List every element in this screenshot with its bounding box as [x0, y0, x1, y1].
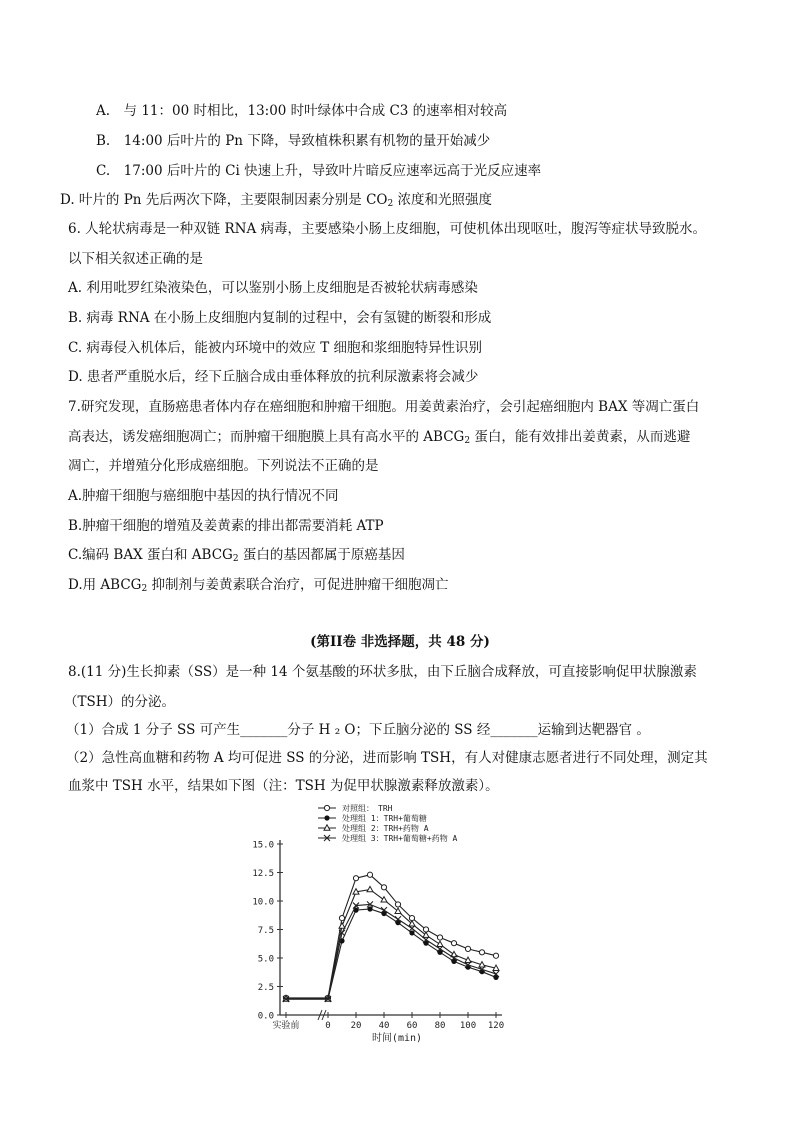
q6-option-a: A. 利用吡罗红染液染色，可以鉴别小肠上皮细胞是否被轮状病毒感染	[68, 280, 478, 296]
data-point	[493, 953, 498, 958]
x-tick-label: 80	[434, 1021, 446, 1031]
q5-option-c: C. 17:00 后叶片的 Ci 快速上升，导致叶片暗反应速率远高于光反应速率	[96, 163, 542, 179]
x-tick-label: 40	[378, 1021, 390, 1031]
q8-subquestion-1: （1）合成 1 分子 SS 可产生_______分子 H ₂ O；下丘脑分泌的 SS 经_______运输到达靶器官 。	[66, 722, 650, 738]
data-point	[381, 897, 387, 902]
q6-option-b: B. 病毒 RNA 在小肠上皮细胞内复制的过程中，会有氢键的断裂和形成	[68, 310, 492, 326]
q5-option-d	[60, 190, 492, 214]
x-tick-label: 100	[459, 1021, 477, 1031]
q7-stem-subscript: 2	[464, 436, 471, 446]
y-tick-label: 7.5	[257, 926, 274, 936]
legend-label: 处理组 1：TRH+葡萄糖	[342, 814, 427, 823]
data-point	[367, 906, 372, 911]
q5-option-b: B. 14:00 后叶片的 Pn 下降，导致植株积累有机物的量开始减少	[96, 133, 491, 149]
q6-option-d: D. 患者严重脱水后，经下丘脑合成由垂体释放的抗利尿激素将会减少	[68, 369, 479, 385]
section-title: (第II卷 非选择题，共 48 分)	[310, 634, 490, 650]
q7-stem-line1: 7.研究发现，直肠癌患者体内存在癌细胞和肿瘤干细胞。用姜黄素治疗，会引起癌细胞内 BAX 等凋亡蛋白	[68, 399, 700, 415]
series-line	[286, 909, 496, 999]
q5-option-a: A. 与 11：00 时相比，13:00 时叶绿体中合成 C3 的速率相对较高	[96, 103, 508, 119]
y-tick-label: 2.5	[257, 983, 274, 993]
q7-stem-line2-text: 高表达，诱发癌细胞凋亡；而肿瘤干细胞膜上具有高水平的 ABCG	[68, 429, 465, 445]
series-line	[286, 890, 496, 999]
series-line	[286, 875, 496, 998]
q8-subquestion-2-line1: （2）急性高血糖和药物 A 均可促进 SS 的分泌，进而影响 TSH，有人对健康志愿者进行不同处理，测定其	[66, 750, 708, 766]
x-tick-label: 20	[350, 1021, 362, 1031]
q6-option-c: C. 病毒侵入机体后，能被内环境中的效应 T 细胞和浆细胞特异性识别	[68, 340, 483, 356]
legend-label: 对照组： TRH	[342, 804, 393, 813]
q6-stem-line1: 6. 人轮状病毒是一种双链 RNA 病毒，主要感染小肠上皮细胞，可使机体出现呕吐，腹泻等症状导致脱水。	[68, 221, 706, 237]
y-tick-label: 10.0	[252, 897, 274, 908]
x-axis-title: 时间(min)	[371, 1033, 423, 1044]
q5-option-d-text-end: 浓度和光照强度	[393, 192, 493, 208]
q7-option-c	[68, 545, 405, 569]
legend-label: 处理组 3：TRH+葡萄糖+药物 A	[342, 834, 458, 843]
q8-stem-line1: 8.(11 分)生长抑素（SS）是一种 14 个氨基酸的环状多肽，由下丘脑合成释放，可直接影响促甲状腺激素	[68, 664, 697, 680]
data-point	[395, 902, 400, 907]
data-point	[451, 941, 456, 946]
q7-option-c-subscript: 2	[232, 554, 239, 564]
data-point	[353, 876, 358, 881]
q7-option-c-text: C.编码 BAX 蛋白和 ABCG	[68, 547, 233, 563]
q7-option-d-text-end: 抑制剂与姜黄素联合治疗，可促进肿瘤干细胞凋亡	[147, 577, 449, 593]
q8-stem-line2: （TSH）的分泌。	[64, 694, 176, 710]
data-point	[381, 885, 386, 890]
q7-option-b: B.肿瘤干细胞的增殖及姜黄素的排出都需要消耗 ATP	[68, 518, 384, 534]
q6-stem-line2: 以下相关叙述正确的是	[68, 251, 203, 267]
x-tick-label: 60	[406, 1021, 418, 1031]
q7-stem-line2	[68, 427, 690, 451]
q7-option-d-text: D.用 ABCG	[68, 577, 142, 593]
series-2	[283, 906, 498, 1001]
series-4	[283, 901, 499, 1002]
legend-label: 处理组 2：TRH+药物 A	[342, 824, 429, 833]
data-point	[367, 872, 372, 877]
q7-option-a: A.肿瘤干细胞与癌细胞中基因的执行情况不同	[68, 488, 339, 504]
q7-option-c-text-end: 蛋白的基因都属于原癌基因	[238, 547, 405, 563]
data-point	[479, 950, 484, 955]
x-tick-label: 实验前	[272, 1021, 300, 1031]
data-point	[437, 935, 442, 940]
q5-option-d-subscript: 2	[387, 199, 394, 209]
series-3	[283, 886, 499, 1001]
y-tick-label: 5.0	[257, 954, 274, 965]
data-point	[409, 930, 414, 935]
q5-option-d-text: D. 叶片的 Pn 先后两次下降，主要限制因素分别是 CO	[60, 192, 388, 208]
x-tick-label: 0	[325, 1021, 331, 1031]
tsh-line-chart	[240, 800, 520, 1060]
q7-stem-line2-text-end: 蛋白，能有效排出姜黄素，从而逃避	[470, 429, 691, 445]
q7-stem-line3: 凋亡，并增殖分化形成癌细胞。下列说法不正确的是	[68, 458, 379, 474]
y-tick-label: 15.0	[252, 840, 274, 851]
q7-option-d	[68, 575, 449, 599]
q8-subquestion-2-line2: 血浆中 TSH 水平，结果如下图（注：TSH 为促甲状腺激素释放激素）。	[68, 778, 499, 794]
data-point	[339, 923, 345, 928]
data-point	[367, 886, 373, 891]
data-point	[437, 941, 443, 946]
x-tick-label: 120	[487, 1021, 505, 1031]
data-point	[324, 815, 329, 820]
data-point	[324, 805, 329, 810]
series-1	[283, 872, 498, 1000]
y-tick-label: 12.5	[252, 869, 274, 879]
data-point	[465, 946, 470, 951]
q7-option-d-subscript: 2	[141, 584, 148, 594]
y-tick-label: 0.0	[257, 1011, 274, 1022]
data-point	[339, 916, 344, 921]
